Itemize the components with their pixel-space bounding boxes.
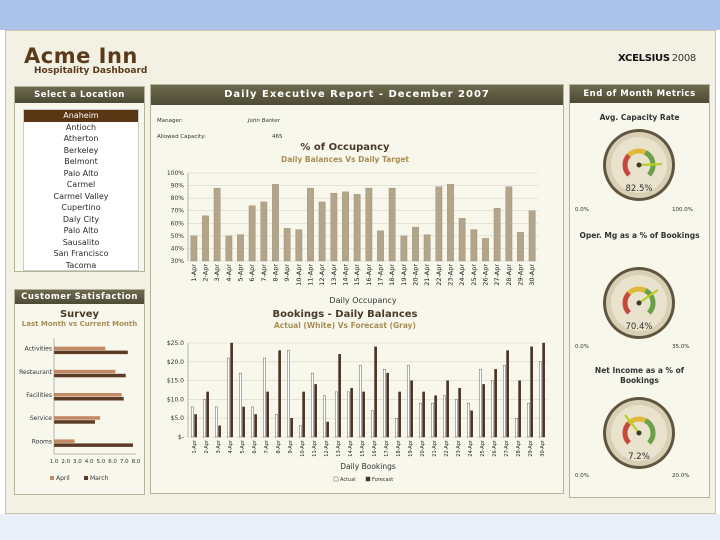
occupancy-bar [237, 235, 243, 261]
bookings-bar-forecast [207, 392, 209, 437]
net-income-gauge [599, 395, 679, 475]
gauge-title-1: Avg. Capacity Rate [599, 113, 680, 122]
bookings-bar-forecast [423, 392, 425, 437]
occupancy-x-tick: 1-Apr [189, 264, 198, 282]
occupancy-y-tick: 30% [170, 258, 184, 265]
gauge-3-max: 20.0% [672, 473, 690, 479]
satisfaction-x-tick: 4.0 [84, 459, 94, 465]
occupancy-bar [389, 188, 395, 261]
bookings-bar-actual [215, 407, 217, 437]
bookings-subtitle: Actual (White) Vs Forecast (Gray) [274, 321, 416, 330]
bookings-bar-actual [275, 414, 277, 437]
satisfaction-category-label: Service [29, 415, 52, 423]
bookings-bar-actual [359, 366, 361, 437]
bookings-x-tick: 14-Apr [348, 440, 354, 457]
bookings-x-tick: 8-Apr [276, 440, 282, 454]
capacity-rate-gauge [599, 127, 679, 207]
bookings-x-tick: 23-Apr [456, 440, 462, 457]
location-item[interactable]: Sausalito [62, 237, 100, 247]
bookings-bar-actual [311, 373, 313, 437]
bookings-bar-forecast [507, 351, 509, 437]
bookings-x-tick: 2-Apr [204, 440, 210, 454]
occupancy-bar [331, 193, 337, 261]
location-list[interactable] [23, 109, 139, 271]
manager-value: John Barker [248, 118, 280, 124]
oper-margin-gauge [599, 265, 679, 345]
occupancy-bar [436, 187, 442, 261]
bottom-band [0, 514, 720, 540]
bookings-bar-actual [515, 418, 517, 437]
bookings-bar-forecast [411, 381, 413, 437]
satisfaction-bar-march [54, 374, 126, 378]
gauge-title-3: Net Income as a % of Bookings [594, 366, 685, 385]
occupancy-bar [471, 230, 477, 261]
manager-label: Manager: [157, 118, 183, 124]
bookings-bar-actual [407, 366, 409, 437]
bookings-x-tick: 29-Apr [528, 440, 534, 457]
bookings-x-tick: 5-Apr [240, 440, 246, 454]
location-item[interactable]: Atherton [63, 134, 99, 143]
logo-year: 2008 [671, 53, 696, 64]
bookings-x-tick: 10-Apr [300, 440, 306, 457]
gauge-2-max: 35.0% [672, 344, 690, 350]
occupancy-bar [272, 184, 278, 261]
bookings-bar-forecast [375, 347, 377, 437]
bookings-title: Bookings - Daily Balances [272, 309, 418, 320]
bookings-y-tick: $25.0 [166, 340, 184, 347]
bookings-bar-forecast [231, 343, 233, 437]
gauge-2-min: 0.0% [575, 344, 589, 350]
bookings-bar-actual [287, 351, 289, 437]
bookings-bar-actual [299, 426, 301, 437]
bookings-bar-actual [419, 403, 421, 437]
satisfaction-bar-march [54, 397, 124, 401]
satisfaction-category-label: Restaurant [19, 368, 52, 376]
satisfaction-bar-april [54, 439, 75, 443]
capacity-value: 465 [272, 134, 283, 140]
occupancy-bar [377, 231, 383, 261]
occupancy-bar [307, 188, 313, 261]
satisfaction-bar-march [54, 351, 128, 355]
occupancy-x-tick: 3-Apr [213, 264, 222, 282]
occupancy-y-tick: 40% [170, 245, 184, 253]
occupancy-bar [401, 236, 407, 261]
satisfaction-legend-label: April [56, 475, 70, 482]
satisfaction-chart [14, 332, 145, 494]
occupancy-x-tick: 8-Apr [271, 264, 280, 282]
occupancy-y-tick: 60% [170, 220, 184, 228]
bookings-x-tick: 21-Apr [432, 440, 438, 457]
bookings-bar-forecast [399, 392, 401, 437]
occupancy-x-tick: 23-Apr [446, 264, 455, 286]
capacity-label: Allowed Capacity: [157, 134, 206, 140]
occupancy-x-tick: 16-Apr [364, 264, 373, 286]
gauge-1-max: 100.0% [672, 207, 693, 213]
occupancy-bar [529, 211, 535, 261]
satisfaction-bar-april [54, 393, 122, 397]
satisfaction-category-label: Rooms [31, 438, 52, 446]
bookings-bar-forecast [459, 388, 461, 437]
location-panel-header: Select a Location [15, 87, 144, 103]
satisfaction-x-tick: 2.0 [61, 459, 71, 465]
bookings-bar-forecast [303, 392, 305, 437]
bookings-bar-actual [227, 358, 229, 437]
occupancy-title: % of Occupancy [300, 142, 390, 153]
bookings-y-tick: $- [178, 434, 184, 441]
location-item[interactable]: Belmont [64, 157, 98, 166]
bookings-x-tick: 18-Apr [396, 440, 402, 457]
bookings-x-tick: 28-Apr [516, 440, 522, 457]
occupancy-x-tick: 29-Apr [516, 264, 525, 286]
bookings-x-tick: 9-Apr [288, 440, 294, 454]
bookings-bar-actual [395, 418, 397, 437]
occupancy-bar [366, 188, 372, 261]
bookings-bar-forecast [387, 373, 389, 437]
bookings-bar-actual [347, 392, 349, 437]
brand-subtitle: Hospitality Dashboard [34, 66, 148, 76]
bookings-x-tick: 26-Apr [492, 440, 498, 457]
gauge-hub [637, 301, 642, 306]
occupancy-bar [412, 227, 418, 261]
bookings-bar-forecast [315, 384, 317, 437]
occupancy-x-tick: 7-Apr [259, 264, 268, 282]
bookings-bar-actual [527, 403, 529, 437]
satisfaction-legend-swatch [84, 476, 88, 480]
bookings-bar-forecast [447, 381, 449, 437]
bookings-bar-forecast [339, 354, 341, 437]
bookings-bar-actual [479, 369, 481, 437]
bookings-x-tick: 15-Apr [360, 440, 366, 457]
bookings-bar-forecast [279, 351, 281, 437]
bookings-bar-actual [431, 403, 433, 437]
occupancy-x-tick: 25-Apr [469, 264, 478, 286]
bookings-bar-forecast [195, 414, 197, 437]
report-header: Daily Executive Report - December 2007 [151, 85, 563, 105]
bookings-x-tick: 20-Apr [420, 440, 426, 457]
occupancy-x-tick: 15-Apr [353, 264, 362, 286]
bookings-bar-forecast [531, 347, 533, 437]
bookings-x-tick: 22-Apr [444, 440, 450, 457]
occupancy-bar [191, 236, 197, 261]
top-band [0, 0, 720, 30]
occupancy-bar [517, 232, 523, 261]
occupancy-x-tick: 14-Apr [341, 264, 350, 286]
logo-text: XCELSIUS [618, 53, 670, 64]
occupancy-bar [296, 230, 302, 261]
bookings-bar-actual [491, 381, 493, 437]
bookings-x-tick: 7-Apr [264, 440, 270, 454]
bookings-chart [150, 333, 560, 491]
occupancy-y-tick: 50% [170, 232, 184, 240]
satisfaction-x-tick: 1.0 [49, 459, 59, 465]
bookings-x-tick: 6-Apr [252, 440, 258, 454]
satisfaction-legend-swatch [50, 476, 54, 480]
gauge-3-min: 0.0% [575, 473, 589, 479]
location-item[interactable]: Carmel [66, 180, 96, 189]
occupancy-bar [354, 194, 360, 261]
bookings-x-tick: 17-Apr [384, 440, 390, 457]
satisfaction-x-tick: 7.0 [119, 459, 129, 465]
bookings-bar-actual [503, 366, 505, 437]
bookings-bar-actual [323, 396, 325, 437]
occupancy-x-tick: 24-Apr [458, 264, 467, 286]
occupancy-bar [319, 202, 325, 261]
bookings-bar-forecast [435, 396, 437, 437]
bookings-bar-forecast [351, 388, 353, 437]
bookings-bar-forecast [363, 392, 365, 437]
location-item[interactable]: Carmel Valley [53, 191, 109, 201]
occupancy-x-label: Daily Occupancy [329, 296, 397, 305]
bookings-bar-actual [443, 396, 445, 437]
bookings-x-tick: 1-Apr [192, 440, 198, 454]
bookings-bar-actual [539, 362, 541, 437]
bookings-x-tick: 13-Apr [336, 440, 342, 457]
gauge-hub [637, 163, 642, 168]
bookings-y-tick: $5.0 [170, 415, 184, 423]
bookings-x-tick: 25-Apr [480, 440, 486, 457]
occupancy-x-tick: 27-Apr [493, 264, 502, 286]
satisfaction-header: Customer Satisfaction [15, 290, 144, 304]
occupancy-bar [342, 192, 348, 261]
bookings-x-tick: 12-Apr [324, 440, 330, 457]
occupancy-x-tick: 5-Apr [236, 264, 245, 282]
occupancy-subtitle: Daily Balances Vs Daily Target [280, 155, 410, 164]
bookings-bar-forecast [243, 407, 245, 437]
bookings-x-tick: 11-Apr [312, 440, 318, 457]
occupancy-x-tick: 11-Apr [306, 264, 315, 286]
bookings-legend-swatch [334, 477, 338, 481]
occupancy-bar [249, 206, 255, 261]
occupancy-x-tick: 22-Apr [434, 264, 443, 286]
occupancy-bar [506, 187, 512, 261]
gauge-value: 7.2% [628, 452, 650, 462]
occupancy-x-tick: 10-Apr [294, 264, 303, 286]
bookings-bar-actual [251, 407, 253, 437]
bookings-bar-actual [191, 407, 193, 437]
bookings-bar-forecast [255, 414, 257, 437]
occupancy-bar [226, 236, 232, 261]
occupancy-bar [284, 228, 290, 261]
bookings-legend-swatch [366, 477, 370, 481]
occupancy-x-tick: 21-Apr [423, 264, 432, 286]
occupancy-bar [482, 238, 488, 261]
satisfaction-legend-label: March [90, 475, 109, 482]
occupancy-x-tick: 17-Apr [376, 264, 385, 286]
bookings-x-tick: 16-Apr [372, 440, 378, 457]
bookings-bar-actual [467, 403, 469, 437]
xcelsius-logo [618, 53, 696, 64]
occupancy-y-tick: 100% [166, 170, 184, 177]
satisfaction-bar-march [54, 420, 95, 424]
occupancy-x-tick: 13-Apr [329, 264, 338, 286]
occupancy-bar [459, 218, 465, 261]
bookings-bar-forecast [291, 418, 293, 437]
occupancy-x-tick: 4-Apr [224, 264, 233, 282]
satisfaction-category-label: Activities [24, 345, 52, 353]
occupancy-bar [494, 208, 500, 261]
bookings-bar-actual [455, 399, 457, 437]
bookings-x-tick: 30-Apr [540, 440, 546, 457]
bookings-bar-actual [263, 358, 265, 437]
bookings-bar-actual [371, 411, 373, 437]
occupancy-x-tick: 2-Apr [201, 264, 210, 282]
occupancy-y-tick: 70% [170, 207, 184, 215]
bookings-x-tick: 19-Apr [408, 440, 414, 457]
satisfaction-category-label: Facilities [26, 392, 52, 399]
occupancy-x-tick: 26-Apr [481, 264, 490, 286]
satisfaction-x-tick: 5.0 [96, 459, 106, 465]
bookings-x-tick: 4-Apr [228, 440, 234, 454]
bookings-bar-forecast [267, 392, 269, 437]
occupancy-bar [447, 184, 453, 261]
occupancy-bar [261, 202, 267, 261]
occupancy-x-tick: 30-Apr [528, 264, 537, 286]
occupancy-y-tick: 80% [170, 195, 184, 203]
occupancy-x-tick: 28-Apr [504, 264, 513, 286]
location-item[interactable]: Cupertino [61, 203, 101, 212]
occupancy-bar [202, 216, 208, 261]
bookings-bar-actual [239, 373, 241, 437]
bookings-y-tick: $20.0 [166, 358, 184, 366]
location-item[interactable]: Anaheim [24, 110, 138, 122]
metrics-header: End of Month Metrics [570, 85, 709, 103]
gauge-hub [637, 431, 642, 436]
bookings-bar-forecast [483, 384, 485, 437]
satisfaction-x-tick: 6.0 [108, 459, 117, 465]
occupancy-bar [214, 188, 220, 261]
satisfaction-x-tick: 8.0 [131, 459, 141, 465]
bookings-legend-label: Forecast [372, 477, 394, 483]
bookings-bar-forecast [543, 343, 545, 437]
occupancy-bar [424, 235, 430, 261]
location-item[interactable]: Berkeley [63, 145, 99, 155]
location-item[interactable]: Palo Alto [63, 168, 99, 178]
occupancy-chart [150, 163, 545, 306]
bookings-bar-forecast [495, 369, 497, 437]
occupancy-x-tick: 19-Apr [399, 264, 408, 286]
gauge-needle [639, 164, 661, 165]
satisfaction-bar-march [54, 443, 133, 447]
bookings-x-tick: 24-Apr [468, 440, 474, 457]
gauge-title-2: Oper. Mg as a % of Bookings [579, 231, 700, 240]
brand-title: Acme Inn [24, 44, 138, 68]
location-item[interactable]: Palo Alto [63, 226, 99, 235]
bookings-bar-actual [203, 399, 205, 437]
occupancy-y-tick: 90% [170, 182, 184, 190]
bookings-bar-forecast [471, 411, 473, 437]
bookings-legend-label: Actual [340, 477, 356, 483]
satisfaction-bar-april [54, 370, 116, 374]
location-item[interactable]: Antioch [65, 122, 97, 132]
bookings-x-tick: 27-Apr [504, 440, 510, 457]
bookings-x-label: Daily Bookings [340, 462, 396, 471]
location-item[interactable]: Tacoma [65, 260, 97, 270]
occupancy-x-tick: 20-Apr [411, 264, 420, 286]
gauge-value: 82.5% [625, 184, 653, 194]
bookings-bar-actual [383, 369, 385, 437]
gauge-value: 70.4% [625, 322, 653, 332]
location-item[interactable]: San Francisco [53, 249, 109, 258]
location-item[interactable]: Daly City [62, 214, 100, 224]
satisfaction-bar-april [54, 347, 105, 351]
gauge-1-min: 0.0% [575, 207, 589, 213]
occupancy-x-tick: 6-Apr [248, 264, 257, 282]
bookings-y-tick: $10.0 [166, 396, 184, 404]
occupancy-x-tick: 9-Apr [283, 264, 292, 282]
occupancy-x-tick: 12-Apr [318, 264, 327, 286]
bookings-bar-forecast [519, 381, 521, 437]
survey-title: Survey [59, 309, 100, 320]
survey-subtitle: Last Month vs Current Month [21, 320, 138, 328]
bookings-x-tick: 3-Apr [216, 440, 222, 454]
satisfaction-bar-april [54, 416, 100, 420]
bookings-bar-actual [335, 392, 337, 437]
satisfaction-x-tick: 3.0 [73, 459, 82, 465]
bookings-bar-forecast [219, 426, 221, 437]
location-panel [14, 86, 145, 272]
occupancy-x-tick: 18-Apr [388, 264, 397, 286]
bookings-y-tick: $15.0 [166, 377, 184, 385]
bookings-bar-forecast [327, 422, 329, 437]
